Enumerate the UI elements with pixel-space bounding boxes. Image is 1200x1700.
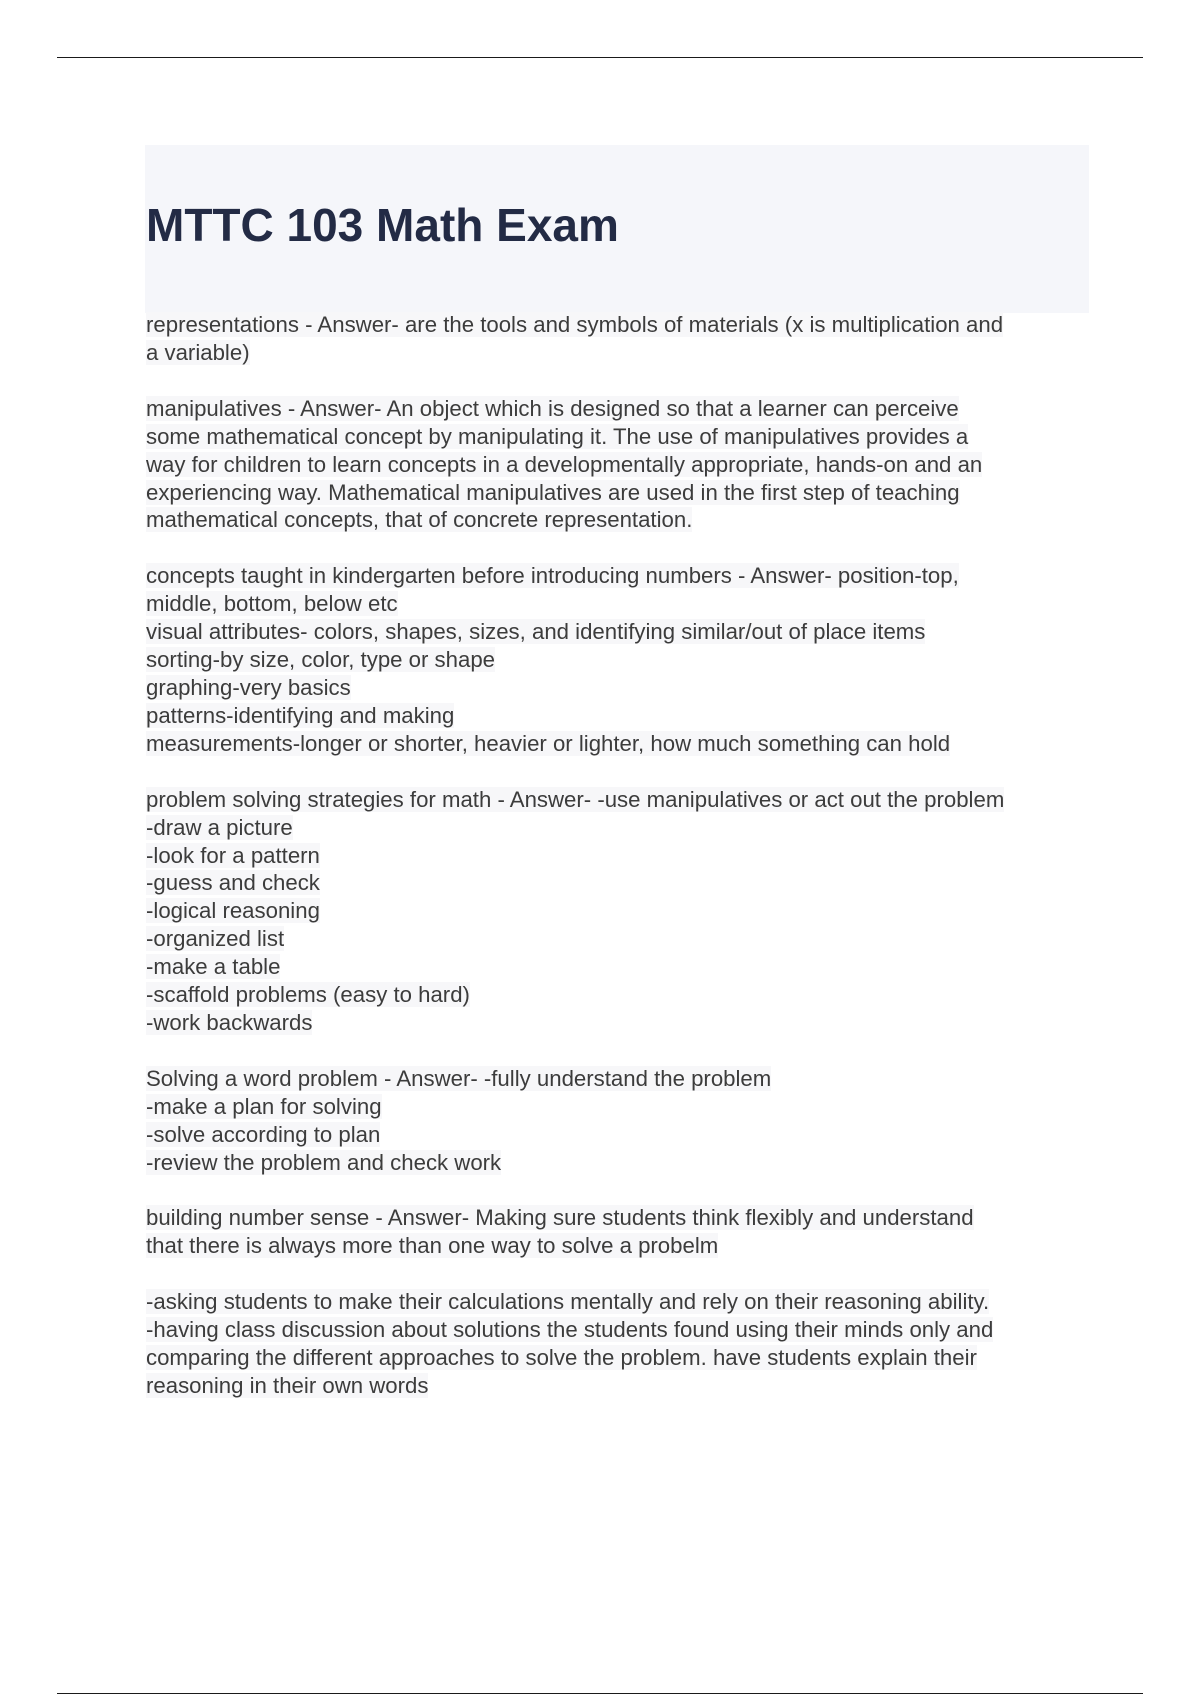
text-line: measurements-longer or shorter, heavier or lighter, how much something can hold (146, 730, 951, 756)
qa-entry (146, 1204, 1096, 1260)
text-line: that there is always more than one way to solve a probelm (146, 1233, 719, 1259)
text-line: -guess and check (146, 870, 320, 896)
document-title: MTTC 103 Math Exam (146, 199, 619, 251)
text-line: sorting-by size, color, type or shape (146, 647, 496, 673)
text-line: -organized list (146, 926, 285, 952)
text-line: building number sense - Answer- Making sure students think flexibly and understand (146, 1205, 974, 1231)
text-line: experiencing way. Mathematical manipulatives are used in the first step of teaching (146, 479, 960, 505)
document-body (146, 311, 1096, 1428)
qa-entry (146, 311, 1096, 367)
text-line: manipulatives - Answer- An object which is designed so that a learner can perceive (146, 395, 959, 421)
text-line: some mathematical concept by manipulating it. The use of manipulatives provides a (146, 423, 969, 449)
text-line: comparing the different approaches to solve the problem. have students explain their (146, 1345, 977, 1371)
header-rule (57, 57, 1143, 58)
text-line: middle, bottom, below etc (146, 591, 398, 617)
qa-entry (146, 395, 1096, 535)
text-line: -review the problem and check work (146, 1149, 502, 1175)
text-line: graphing-very basics (146, 674, 351, 700)
text-line: -look for a pattern (146, 842, 320, 868)
text-line: visual attributes- colors, shapes, sizes, and identifying similar/out of place items (146, 619, 926, 645)
qa-entry (146, 562, 1096, 757)
text-line: way for children to learn concepts in a developmentally appropriate, hands-on and an (146, 451, 983, 477)
text-line: -make a table (146, 954, 281, 980)
text-line: -solve according to plan (146, 1121, 381, 1147)
text-line: problem solving strategies for math - Answer- -use manipulatives or act out the problem (146, 786, 1005, 812)
text-line: -logical reasoning (146, 898, 320, 924)
footer-rule (57, 1693, 1143, 1694)
text-line: -asking students to make their calculations mentally and rely on their reasoning ability. (146, 1289, 990, 1315)
text-line: -work backwards (146, 1009, 313, 1035)
text-line: patterns-identifying and making (146, 702, 455, 728)
text-line: reasoning in their own words (146, 1373, 429, 1398)
text-line: Solving a word problem - Answer- -fully understand the problem (146, 1065, 772, 1091)
text-line: mathematical concepts, that of concrete representation. (146, 507, 693, 533)
qa-entry (146, 1065, 1096, 1177)
text-line: a variable) (146, 339, 250, 365)
text-line: representations - Answer- are the tools and symbols of materials (x is multiplication and (146, 312, 1004, 337)
text-line: concepts taught in kindergarten before introducing numbers - Answer- position-top, (146, 563, 959, 589)
text-line: -make a plan for solving (146, 1093, 382, 1119)
text-line: -draw a picture (146, 814, 293, 840)
text-line: -having class discussion about solutions the students found using their minds only and (146, 1317, 994, 1343)
qa-entry (146, 1288, 1096, 1400)
text-line: -scaffold problems (easy to hard) (146, 982, 470, 1008)
qa-entry (146, 786, 1096, 1037)
